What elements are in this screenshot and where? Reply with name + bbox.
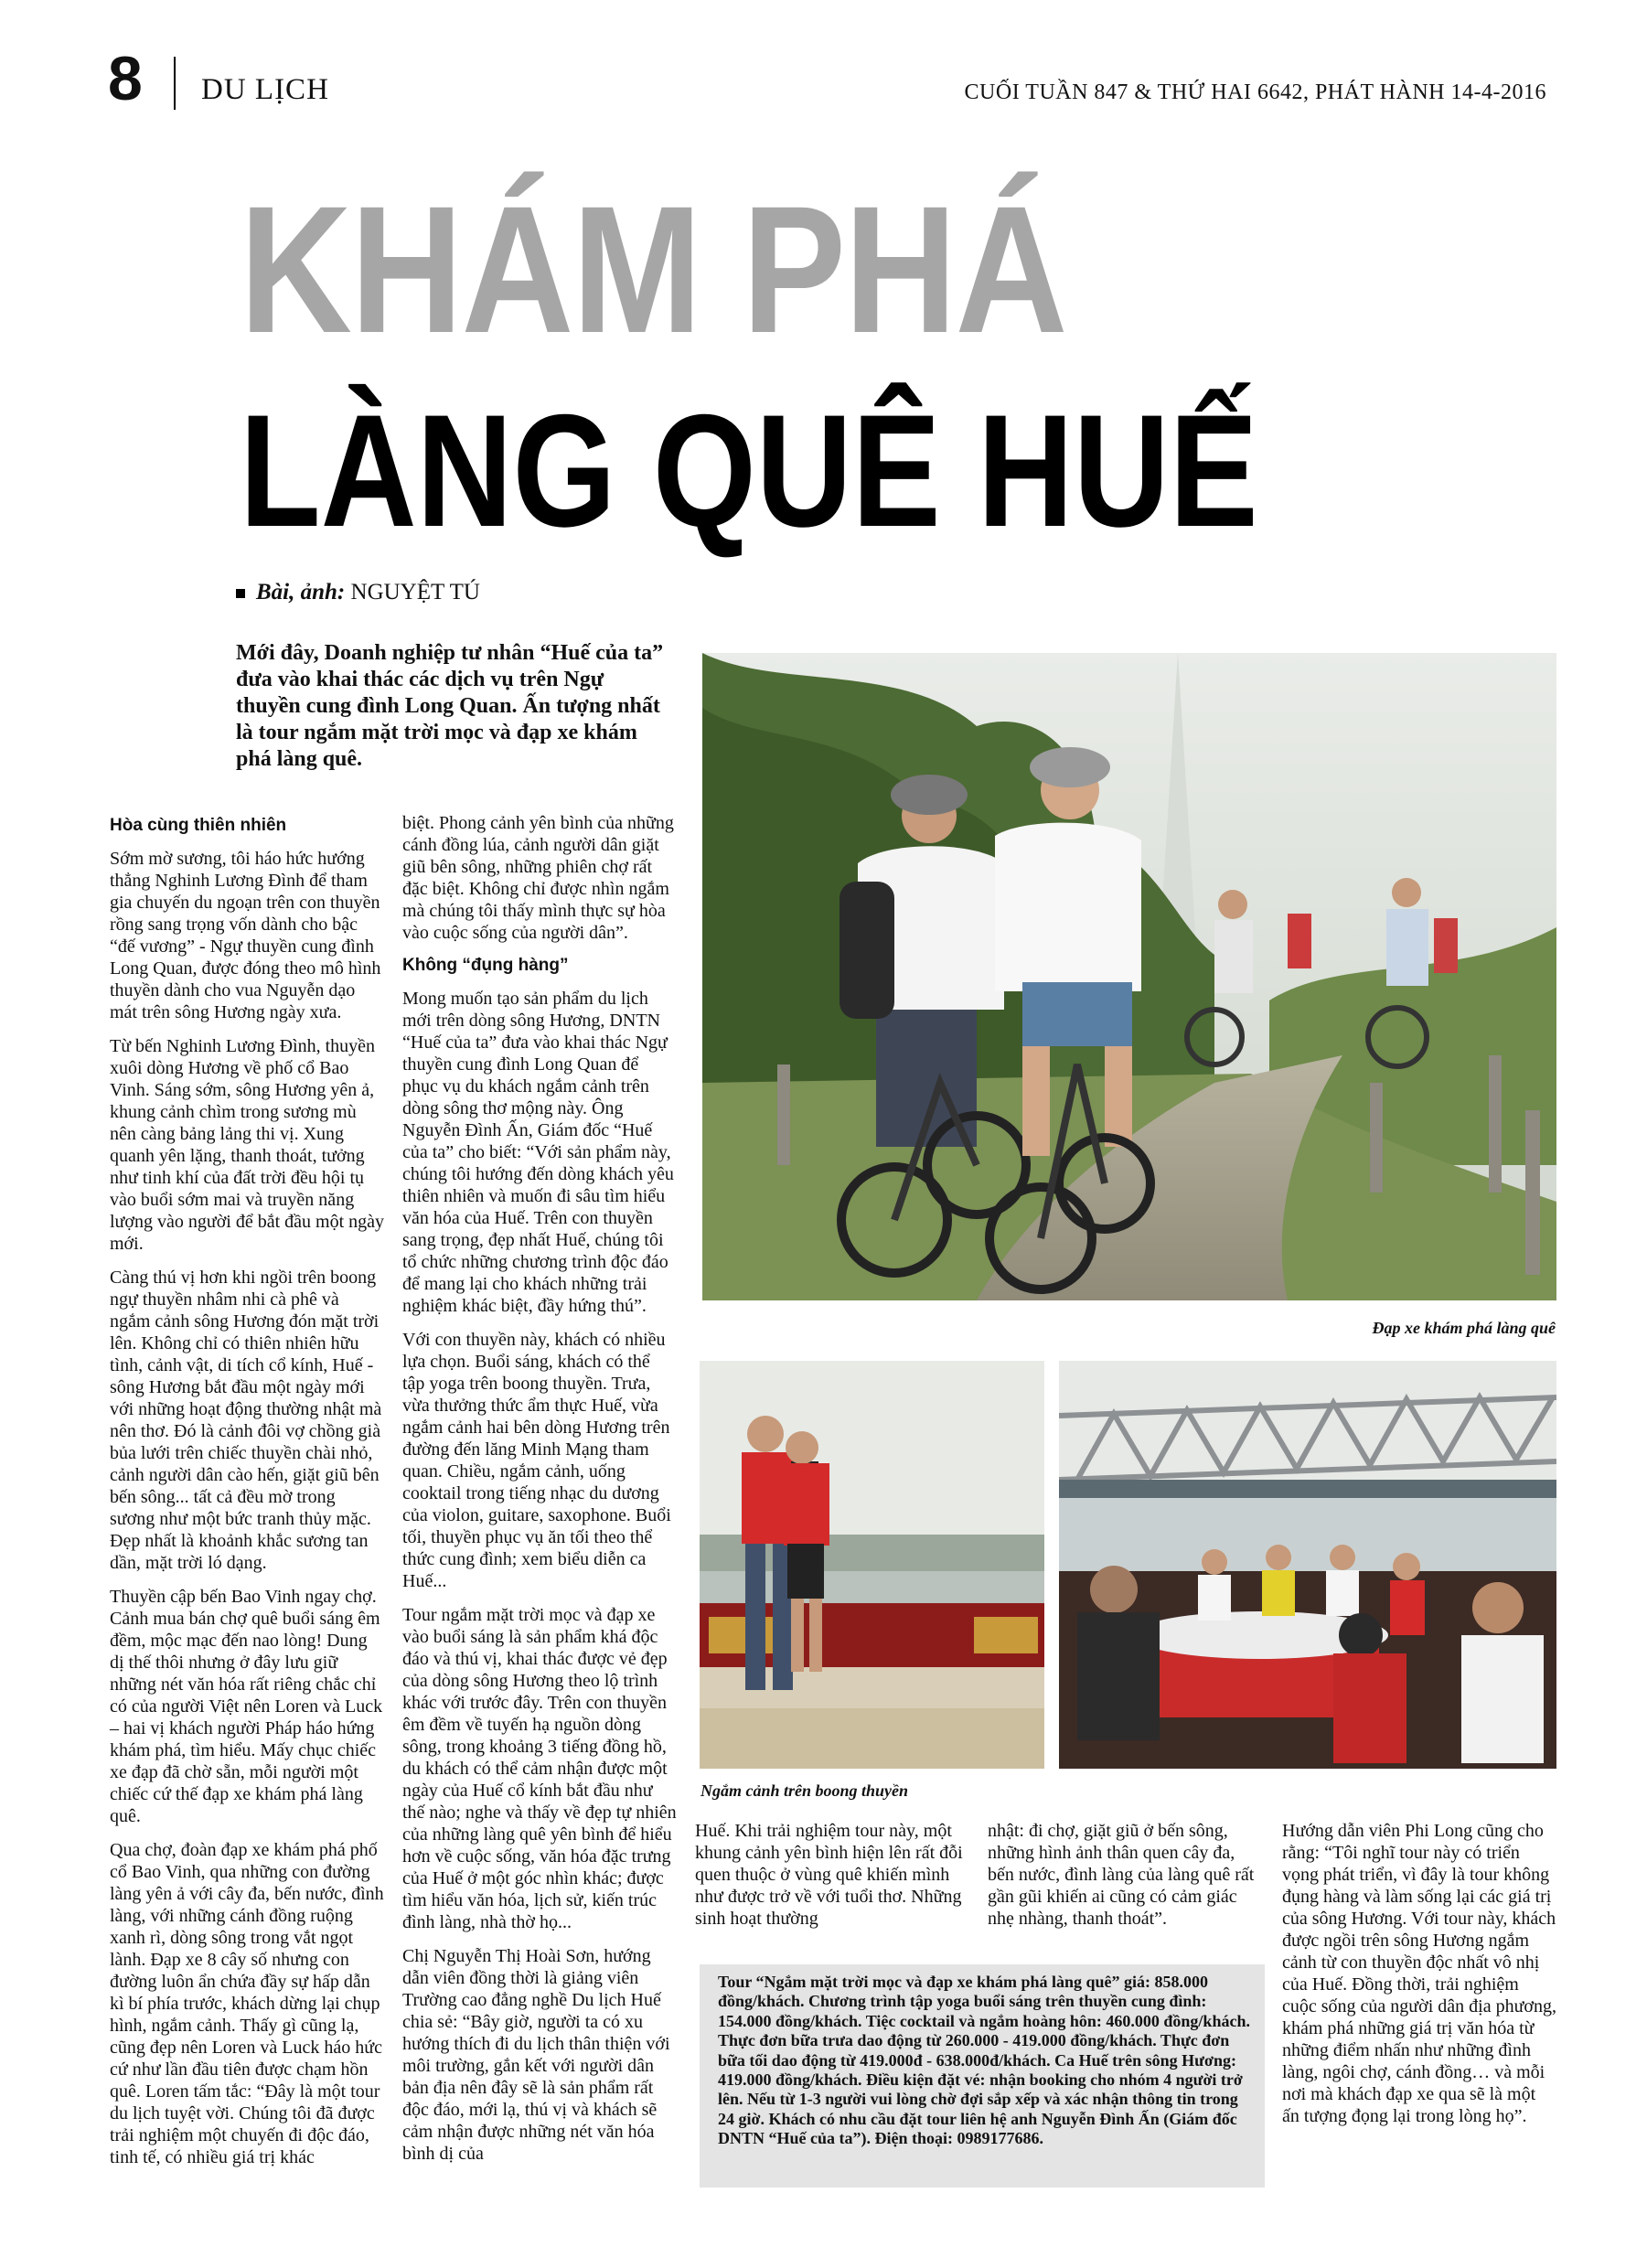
byline-role: Bài, ảnh: <box>256 580 346 604</box>
paragraph: Chị Nguyễn Thị Hoài Sơn, hướng dẫn viên đồng thời là giảng viên Trường cao đẳng nghề Du lịch Huế chia sẻ: “Bây giờ, người ta có xu hướng thích đi du lịch thân thiện với môi trường, gắn kết với người dân bản địa nên đây sẽ là sản phẩm rất độc đáo, mới lạ, thú vị và khách sẽ cảm nhận được những nét văn hóa bình dị của <box>402 1946 670 2164</box>
lead-paragraph: Mới đây, Doanh nghiệp tư nhân “Huế của ta” đưa vào khai thác các dịch vụ trên Ngự thuyền cung đình Long Quan. Ấn tượng nhất là tour ngắm mặt trời mọc và đạp xe khám phá làng quê. <box>236 641 664 771</box>
headline-line-2: LÀNG QUÊ HUẾ <box>240 382 1258 561</box>
caption-photo-cycling: Đạp xe khám phá làng quê <box>1372 1319 1556 1337</box>
paragraph: nhật: đi chợ, giặt giũ ở bến sông, những hình ảnh thân quen cây đa, bến nước, đình làng của làng quê rất gần gũi khiến ai cũng có cảm giác nhẹ nhàng, thanh thoát”. <box>988 1821 1255 1929</box>
article-column-1 <box>110 812 384 2180</box>
article-column-4 <box>988 1820 1262 1942</box>
section-name: DU LỊCH <box>201 73 329 106</box>
header-divider <box>174 57 176 110</box>
photo-cycling <box>702 653 1556 1300</box>
photo-cycling-image <box>702 653 1556 1300</box>
paragraph: Mong muốn tạo sản phẩm du lịch mới trên dòng sông Hương, DNTN “Huế của ta” đưa vào khai thác Ngự thuyền cung đình Long Quan để phục vụ du khách ngắm cảnh trên dòng sông thơ mộng này. Ông Nguyễn Đình Ấn, Giám đốc “Huế của ta” cho biết: “Với sản phẩm này, chúng tôi hướng đến dòng khách yêu thiên nhiên và muốn đi sâu tìm hiểu văn hóa của Huế. Trên con thuyền sang trọng, đẹp nhất Huế, chúng tôi tổ chức những chương trình độc đáo để mang lại cho khách những trải nghiệm khác biệt, đầy hứng thú”. <box>402 989 674 1316</box>
caption-photo-boat-deck: Ngắm cảnh trên boong thuyền <box>701 1781 909 1800</box>
tour-price-infobox: Tour “Ngắm mặt trời mọc và đạp xe khám phá làng quê” giá: 858.000 đồng/khách. Chương trình tập yoga buổi sáng trên thuyền cung đình: 154.000 đồng/khách. Tiệc cocktail và ngắm hoàng hôn: 460.000 đồng/khách. Thực đơn bữa trưa dao động từ 260.000 - 419.000 đồng/khách. Thực đơn bữa tối dao động từ 419.000đ - 638.000đ/khách. Ca Huế trên sông Hương: 419.000 đồng/khách. Điều kiện đặt vé: nhận booking cho nhóm 4 người trở lên. Nếu từ 1-3 người vui lòng chờ đợi sắp xếp và xác nhận thông tin trong 24 giờ. Khách có nhu cầu đặt tour liên hệ anh Nguyễn Đình Ấn (Giám đốc DNTN “Huế của ta”). Điện thoại: 0989177686. <box>700 1964 1265 2188</box>
photo-boat-deck <box>700 1361 1044 1769</box>
byline-author: NGUYỆT TÚ <box>350 580 480 604</box>
headline-line-1: KHÁM PHÁ <box>240 168 1066 370</box>
paragraph: Sớm mờ sương, tôi háo hức hướng thẳng Nghinh Lương Đình để tham gia chuyến du ngoạn trên con thuyền rồng sang trọng vốn dành cho bậc “đế vương” - Ngự thuyền cung đình Long Quan, được đóng theo mô hình thuyền dành cho vua Nguyễn dạo mát trên sông Hương ngày xưa. <box>110 849 381 1022</box>
subheading-hoa-cung-thien-nhien: Hòa cùng thiên nhiên <box>110 816 287 835</box>
paragraph: Huế. Khi trải nghiệm tour này, một khung cảnh yên bình hiện lên rất đỗi quen thuộc ở vùng quê khiến mình như được trở về với tuổi thơ. Những sinh hoạt thường <box>695 1821 963 1929</box>
photo-bridge-dining-image <box>1059 1361 1556 1769</box>
paragraph: Qua chợ, đoàn đạp xe khám phá phố cổ Bao Vinh, qua những con đường làng yên ả với cây đa, bến nước, đình làng, với những cánh đồng ruộng xanh rì, dòng sông trong vắt ngọt lành. Đạp xe 8 cây số nhưng con đường luôn ẩn chứa đầy sự hấp dẫn kì bí phía trước, khách dừng lại chụp hình, ngắm cảnh. Thấy gì cũng lạ, cũng đẹp nên Loren và Luck háo hức cứ như lần đầu tiên được chạm hồn quê. Loren tấm tắc: “Đây là một tour du lịch tuyệt vời. Chúng tôi đã được trải nghiệm một chuyến đi độc đáo, tinh tế, có nhiều giá trị khác <box>110 1840 384 2167</box>
paragraph: Hướng dẫn viên Phi Long cũng cho rằng: “Tôi nghĩ tour này có triển vọng phát triển, vì đây là tour không đụng hàng và làm sống lại các giá trị của sông Hương. Với tour này, khách được ngồi trên sông Hương ngắm cảnh từ con thuyền độc nhất vô nhị của Huế. Đồng thời, trải nghiệm cuộc sống của người dân địa phương, khám phá những giá trị văn hóa từ những điểm nhấn như những đình làng, ngôi chợ, cánh đồng… và mỗi nơi mà khách đạp xe qua sẽ là một ấn tượng đọng lại trong lòng họ”. <box>1282 1821 1556 2126</box>
paragraph: Tour ngắm mặt trời mọc và đạp xe vào buổi sáng là sản phẩm khá độc đáo và thú vị, khai thác được vẻ đẹp của dòng sông Hương theo lộ trình khác với trước đây. Trên con thuyền êm đềm về tuyến hạ nguồn dòng sông, trong khoảng 3 tiếng đồng hồ, du khách có thể cảm nhận được một ngày của Huế cổ kính bắt đầu như thế nào; nghe và thấy về đẹp tự nhiên của những làng quê yên bình để hiểu hơn về cuộc sống, văn hóa đặc trưng của Huế ở một góc nhìn khác; được tìm hiểu văn hóa, lịch sử, kiến trúc đình làng, nhà thờ họ... <box>402 1605 677 1932</box>
issue-info: CUỐI TUẦN 847 & THỨ HAI 6642, PHÁT HÀNH 14-4-2016 <box>964 80 1546 104</box>
photo-boat-deck-image <box>700 1361 1044 1769</box>
paragraph: Với con thuyền này, khách có nhiều lựa chọn. Buổi sáng, khách có thể tập yoga trên boong thuyền. Trưa, vừa thưởng thức ẩm thực Huế, vừa ngắm cảnh hai bên dòng Hương trên đường đến lăng Minh Mạng tham quan. Chiều, ngắm cảnh, uống cooktail trong tiếng nhạc du dương của violon, guitare, saxophone. Buổi tối, thuyền phục vụ ăn tối theo thể thức cung đình; xem biểu diễn ca Huế... <box>402 1330 671 1591</box>
bullet-square-icon <box>236 589 245 598</box>
paragraph: Từ bến Nghinh Lương Đình, thuyền xuôi dòng Hương về phố cổ Bao Vinh. Sáng sớm, sông Hương yên ả, khung cảnh chìm trong sương mù nên càng bảng lảng thi vị. Xung quanh yên lặng, thanh thoát, tưởng như tinh khí của đất trời đều hội tụ vào buổi sớm mai và truyền năng lượng vào người để bắt đầu một ngày mới. <box>110 1036 384 1254</box>
paragraph: biệt. Phong cảnh yên bình của những cánh đồng lúa, cảnh người dân giặt giũ bên sông, những phiên chợ rất đặc biệt. Không chỉ được nhìn ngắm mà chúng tôi thấy mình thực sự hòa vào cuộc sống của người dân”. <box>402 813 674 943</box>
article-column-3 <box>695 1820 969 1942</box>
paragraph: Càng thú vị hơn khi ngồi trên boong ngự thuyền nhâm nhi cà phê và ngắm cảnh sông Hương đón mặt trời lên. Không chỉ có thiên nhiên hữu tình, cảnh vật, di tích cổ kính, Huế - sông Hương bắt đầu một ngày mới với những hoạt động thường nhật mà nên thơ. Đó là cảnh đôi vợ chồng già bủa lưới trên chiếc thuyền chài nhỏ, cảnh người dân cào hến, giặt giũ bên bến sông... tất cả đều mờ trong sương như một bức tranh thủy mặc. Đẹp nhất là khoảnh khắc sương tan dần, mặt trời ló dạng. <box>110 1268 382 1573</box>
paragraph: Thuyền cập bến Bao Vinh ngay chợ. Cảnh mua bán chợ quê buổi sáng êm đềm, mộc mạc đến nao lòng! Dung dị thế thôi nhưng ở đây lưu giữ những nét văn hóa rất riêng chắc chỉ có của người Việt nên Loren và Luck – hai vị khách người Pháp háo hứng khám phá, tìm hiểu. Mấy chục chiếc xe đạp đã chờ sẵn, mỗi người một chiếc cứ thế đạp xe khám phá làng quê. <box>110 1587 383 1826</box>
byline <box>236 580 480 605</box>
page-number: 8 <box>108 44 143 113</box>
subheading-khong-dung-hang: Không “đụng hàng” <box>402 956 569 975</box>
article-column-5 <box>1282 1820 1556 2139</box>
article-column-2 <box>402 812 677 2177</box>
photo-bridge-dining <box>1059 1361 1556 1769</box>
